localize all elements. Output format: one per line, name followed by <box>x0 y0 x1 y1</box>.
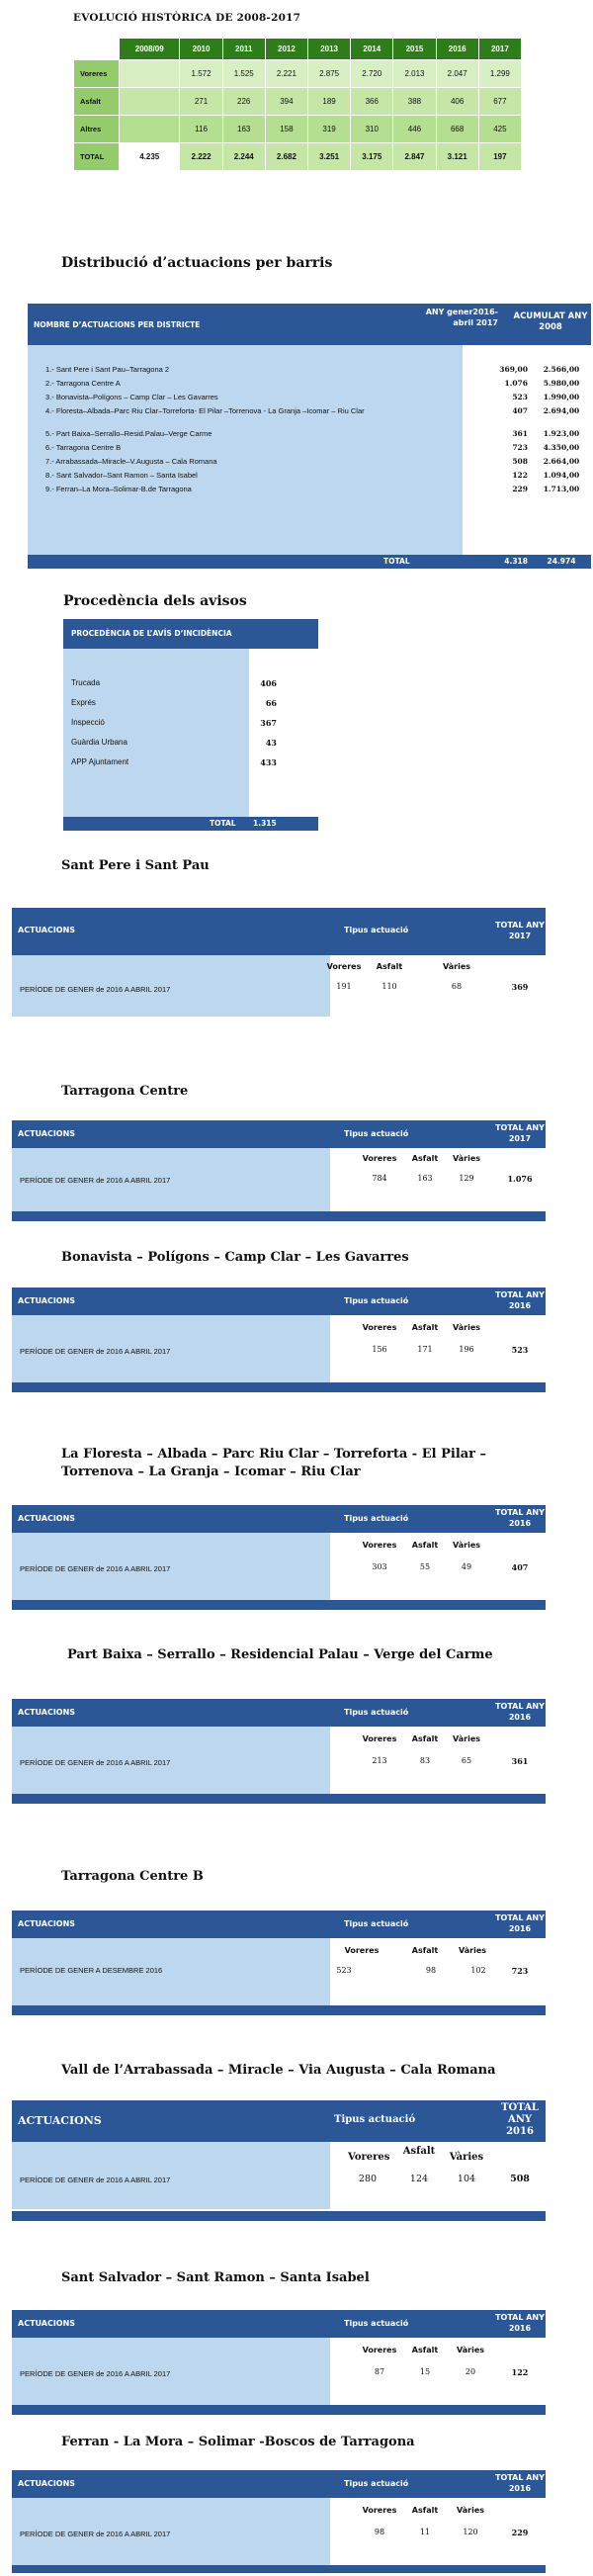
district-title: Ferran - La Mora – Solimar -Boscos de Tarragona <box>61 2435 415 2449</box>
year-header: 2013 <box>308 39 351 60</box>
district-name: 6.- Tarragona Centre B <box>45 443 122 452</box>
district-total-value: 229 <box>511 2528 529 2537</box>
district-card-header <box>12 2470 546 2498</box>
district-col-total: TOTAL ANY 2016 <box>501 2102 539 2137</box>
distribution-table <box>28 304 591 571</box>
distribution-total-label: TOTAL <box>383 557 410 566</box>
district-col-actions: ACTUACIONS <box>18 2319 76 2328</box>
district-type-label: Voreres <box>348 2152 390 2163</box>
warning-source-label: Inspecció <box>71 718 105 727</box>
warnings-heading: Procedència dels avisos <box>63 593 247 609</box>
district-accumulated-value: 4.350,00 <box>543 443 580 452</box>
district-period-value: 723 <box>512 443 528 452</box>
district-col-actions: ACTUACIONS <box>18 1514 76 1523</box>
district-period: PERÍODE DE GENER de 2016 A ABRIL 2017 <box>20 2369 171 2378</box>
district-col-type: Tipus actuació <box>344 1129 409 1138</box>
district-period: PERÍODE DE GENER de 2016 A ABRIL 2017 <box>20 2176 171 2184</box>
district-type-label: Asfalt <box>411 1323 439 1332</box>
district-name: 1.- Sant Pere i Sant Pau–Tarragona 2 <box>45 365 170 374</box>
district-type-value: 163 <box>417 1174 433 1183</box>
history-cell: 189 <box>308 88 351 116</box>
district-card-footer <box>12 2565 546 2573</box>
warning-source-label: APP Ajuntament <box>71 757 129 766</box>
district-card-footer <box>12 2405 546 2415</box>
history-cell: 226 <box>222 88 265 116</box>
district-period-value: 229 <box>512 485 528 493</box>
history-cell: 319 <box>308 116 351 143</box>
warning-source-value: 433 <box>260 757 277 767</box>
district-card-header <box>12 908 546 955</box>
warning-source-value: 66 <box>265 698 277 708</box>
district-col-type: Tipus actuació <box>344 2319 409 2328</box>
district-type-value: 784 <box>372 1174 387 1183</box>
district-type-value: 280 <box>358 2174 378 2184</box>
history-cell: 2.875 <box>308 60 351 88</box>
district-col-actions: ACTUACIONS <box>18 2114 102 2127</box>
district-card-header <box>12 2100 546 2142</box>
district-type-label: Vàries <box>452 1734 481 1743</box>
district-total-value: 122 <box>511 2367 529 2377</box>
district-card-header <box>12 2310 546 2338</box>
district-card-header <box>12 1505 546 1533</box>
district-period: PERÍODE DE GENER A DESEMBRE 2016 <box>20 1966 163 1975</box>
history-cell: 1.572 <box>180 60 222 88</box>
district-type-value: 196 <box>459 1345 474 1354</box>
district-title: Sant Salvador – Sant Ramon – Santa Isabel <box>61 2270 370 2285</box>
district-accumulated-value: 2.694,00 <box>543 406 580 415</box>
district-col-actions: ACTUACIONS <box>18 1708 76 1717</box>
history-cell: 446 <box>393 116 436 143</box>
distribution-total-row <box>28 555 591 569</box>
district-name: 8.- Sant Salvador–Sant Ramon – Santa Isabel <box>45 471 198 480</box>
district-type-label: Vàries <box>456 2506 485 2515</box>
district-period-value: 361 <box>512 429 528 438</box>
district-col-total: TOTAL ANY 2016 <box>495 1702 545 1722</box>
district-type-label: Asfalt <box>376 962 403 971</box>
district-total-value: 369 <box>511 982 529 992</box>
history-cell: 2.047 <box>436 60 478 88</box>
district-card-footer <box>12 2005 546 2015</box>
history-cell <box>120 88 180 116</box>
distribution-total-accumulated: 24.974 <box>547 557 576 566</box>
district-title: Tarragona Centre B <box>61 1869 204 1884</box>
history-cell <box>120 60 180 88</box>
district-col-type: Tipus actuació <box>344 1296 409 1305</box>
district-type-value: 303 <box>372 1562 387 1571</box>
year-header: 2016 <box>436 39 478 60</box>
history-cell: 310 <box>351 116 393 143</box>
warnings-total-row <box>63 817 318 831</box>
history-cell: 425 <box>478 116 521 143</box>
district-type-label: Voreres <box>362 2346 397 2354</box>
district-type-value: 15 <box>419 2367 431 2376</box>
history-cell: 2.222 <box>180 143 222 171</box>
warning-source-label: Trucada <box>71 678 101 687</box>
district-type-label: Asfalt <box>411 1946 439 1955</box>
district-type-label: Voreres <box>362 1541 397 1550</box>
district-period-value: 407 <box>512 406 528 415</box>
district-type-label: Vàries <box>449 2152 484 2163</box>
district-col-total: TOTAL ANY 2017 <box>495 1123 545 1143</box>
history-row <box>74 60 522 88</box>
distribution-col-district: NOMBRE D’ACTUACIONS PER DISTRICTE <box>34 320 201 329</box>
district-card-footer <box>12 1794 546 1804</box>
district-col-total: TOTAL ANY 2017 <box>495 921 545 940</box>
district-card-footer <box>12 2211 546 2221</box>
district-period: PERÍODE DE GENER de 2016 A ABRIL 2017 <box>20 1347 171 1356</box>
district-col-total: TOTAL ANY 2016 <box>495 1508 545 1528</box>
history-cell: 3.251 <box>308 143 351 171</box>
district-col-type: Tipus actuació <box>344 2479 409 2488</box>
history-cell: 2.720 <box>351 60 393 88</box>
district-period: PERÍODE DE GENER de 2016 A ABRIL 2017 <box>20 1758 171 1767</box>
history-cell: 158 <box>265 116 307 143</box>
history-row-label: Asfalt <box>74 88 120 116</box>
history-cell: 1.299 <box>478 60 521 88</box>
warnings-body <box>63 649 249 817</box>
year-header: 2014 <box>351 39 393 60</box>
history-cell: 2.013 <box>393 60 436 88</box>
district-col-type: Tipus actuació <box>344 1708 409 1717</box>
district-type-value: 110 <box>381 982 397 991</box>
year-header: 2015 <box>393 39 436 60</box>
history-cell: 197 <box>478 143 521 171</box>
district-type-label: Voreres <box>326 962 362 971</box>
district-col-actions: ACTUACIONS <box>18 926 76 934</box>
district-card <box>12 1910 546 2015</box>
district-col-total: TOTAL ANY 2016 <box>495 2313 545 2333</box>
district-card-footer <box>12 1211 546 1221</box>
district-card <box>12 2310 546 2415</box>
district-col-actions: ACTUACIONS <box>18 2479 76 2488</box>
district-accumulated-value: 1.713,00 <box>543 485 580 493</box>
district-type-value: 49 <box>461 1562 472 1571</box>
history-row <box>74 88 522 116</box>
history-total-row <box>74 143 522 171</box>
district-accumulated-value: 1.094,00 <box>543 471 580 480</box>
district-type-value: 120 <box>463 2528 478 2536</box>
district-card <box>12 2100 546 2221</box>
district-card-footer <box>12 1382 546 1392</box>
district-type-value: 20 <box>465 2367 476 2376</box>
district-type-label: Voreres <box>362 1734 397 1743</box>
history-cell: 2.244 <box>222 143 265 171</box>
district-total-value: 361 <box>511 1756 529 1766</box>
district-accumulated-value: 1.990,00 <box>543 393 580 401</box>
year-header: 2008/09 <box>120 39 180 60</box>
district-card-header <box>12 1699 546 1727</box>
district-period-value: 1.076 <box>504 379 528 388</box>
history-cell: 3.121 <box>436 143 478 171</box>
district-card <box>12 1288 546 1392</box>
district-type-label: Voreres <box>344 1946 380 1955</box>
district-accumulated-value: 5.980,00 <box>543 379 580 388</box>
year-header: 2011 <box>222 39 265 60</box>
district-name: 3.- Bonavista–Polígons – Camp Clar – Les Gavarres <box>45 393 218 401</box>
distribution-header <box>28 304 591 345</box>
district-type-label: Vàries <box>452 1323 481 1332</box>
district-period-value: 369,00 <box>499 365 528 374</box>
history-row-label: Altres <box>74 116 120 143</box>
warning-source-label: Exprés <box>71 698 96 707</box>
district-type-value: 83 <box>419 1756 431 1765</box>
district-name: 7.- Arrabassada–Miracle–V.Augusta – Cala Romana <box>45 457 217 466</box>
history-cell: 668 <box>436 116 478 143</box>
district-col-type: Tipus actuació <box>334 2114 416 2125</box>
district-type-label: Asfalt <box>411 2506 439 2515</box>
history-cell: 366 <box>351 88 393 116</box>
district-total-value: 508 <box>510 2174 530 2184</box>
history-title: EVOLUCIÓ HISTÒRICA DE 2008-2017 <box>73 12 301 24</box>
year-header: 2017 <box>478 39 521 60</box>
district-type-label: Vàries <box>452 1154 481 1163</box>
district-type-label: Asfalt <box>411 2346 439 2354</box>
district-period: PERÍODE DE GENER de 2016 A ABRIL 2017 <box>20 1176 171 1185</box>
history-cell: 677 <box>478 88 521 116</box>
district-type-label: Asfalt <box>411 1541 439 1550</box>
district-type-value: 213 <box>372 1756 387 1765</box>
district-card-header <box>12 1288 546 1315</box>
district-type-value: 191 <box>336 982 352 991</box>
district-card-footer <box>12 1600 546 1610</box>
district-type-value: 98 <box>425 1966 437 1975</box>
district-col-type: Tipus actuació <box>344 1514 409 1523</box>
district-type-label: Asfalt <box>402 2146 436 2157</box>
district-type-label: Asfalt <box>411 1154 439 1163</box>
district-col-total: TOTAL ANY 2016 <box>495 2473 545 2493</box>
history-cell: 3.175 <box>351 143 393 171</box>
warning-source-value: 406 <box>260 678 277 688</box>
district-period: PERÍODE DE GENER de 2016 A ABRIL 2017 <box>20 1564 171 1573</box>
district-name: 5.- Part Baixa–Serrallo–Resid.Palau–Verge Carme <box>45 429 212 438</box>
warnings-total-label: TOTAL <box>210 819 236 828</box>
year-header: 2010 <box>180 39 222 60</box>
district-type-value: 11 <box>419 2528 431 2536</box>
history-cell: 2.682 <box>265 143 307 171</box>
district-type-label: Vàries <box>456 2346 485 2354</box>
district-title: Tarragona Centre <box>61 1084 189 1099</box>
district-type-value: 98 <box>374 2528 385 2536</box>
district-title: La Floresta – Albada – Parc Riu Clar – Torreforta - El Pilar – Torrenova – La Granja – Icomar – Riu Clar <box>61 1447 487 1479</box>
district-card <box>12 1120 546 1221</box>
history-cell: 394 <box>265 88 307 116</box>
district-type-label: Voreres <box>362 1323 397 1332</box>
district-title: Bonavista – Polígons – Camp Clar – Les Gavarres <box>61 1250 409 1265</box>
district-period-value: 508 <box>512 457 528 466</box>
history-cell: 388 <box>393 88 436 116</box>
district-period-value: 523 <box>512 393 528 401</box>
district-col-total: TOTAL ANY 2016 <box>495 1290 545 1310</box>
history-cell: 116 <box>180 116 222 143</box>
district-type-value: 102 <box>470 1966 486 1975</box>
district-type-value: 129 <box>459 1174 474 1183</box>
history-row <box>74 116 522 143</box>
history-cell: 4.235 <box>120 143 180 171</box>
district-card <box>12 1505 546 1610</box>
district-period: PERÍODE DE GENER de 2016 A ABRIL 2017 <box>20 985 171 994</box>
district-type-label: Vàries <box>452 1541 481 1550</box>
district-total-value: 723 <box>511 1966 529 1976</box>
district-card-header <box>12 1120 546 1148</box>
warning-source-value: 43 <box>265 738 277 748</box>
district-type-value: 124 <box>409 2174 429 2184</box>
district-type-label: Voreres <box>362 2506 397 2515</box>
district-col-total: TOTAL ANY 2016 <box>495 1913 545 1933</box>
district-total-value: 407 <box>511 1562 529 1572</box>
district-type-value: 55 <box>419 1562 431 1571</box>
district-name: 4.- Floresta–Albada–Parc Riu Clar–Torreforta- El Pilar –Torrenova - La Granja –Icomar – Riu Clar <box>45 406 365 415</box>
history-row-label: Voreres <box>74 60 120 88</box>
history-cell: 163 <box>222 116 265 143</box>
district-type-value: 171 <box>417 1345 433 1354</box>
district-col-actions: ACTUACIONS <box>18 1296 76 1305</box>
history-header-row <box>74 39 522 60</box>
history-cell <box>120 116 180 143</box>
district-col-actions: ACTUACIONS <box>18 1129 76 1138</box>
district-card <box>12 1699 546 1804</box>
district-col-type: Tipus actuació <box>344 926 409 934</box>
district-accumulated-value: 1.923,00 <box>543 429 580 438</box>
district-type-value: 104 <box>457 2174 476 2184</box>
district-col-actions: ACTUACIONS <box>18 1919 76 1928</box>
district-type-label: Voreres <box>362 1154 397 1163</box>
warnings-total-value: 1.315 <box>253 819 277 828</box>
district-accumulated-value: 2.566,00 <box>543 365 580 374</box>
history-cell: 1.525 <box>222 60 265 88</box>
district-accumulated-value: 2.664,00 <box>543 457 580 466</box>
district-period: PERÍODE DE GENER de 2016 A ABRIL 2017 <box>20 2530 171 2538</box>
history-row-label: TOTAL <box>74 143 120 171</box>
district-type-label: Vàries <box>458 1946 487 1955</box>
district-card <box>12 2470 546 2573</box>
distribution-heading: Distribució d’actuacions per barris <box>61 255 333 271</box>
district-total-value: 523 <box>511 1345 529 1355</box>
history-cell: 406 <box>436 88 478 116</box>
warnings-table-title: PROCEDÈNCIA DE L’AVÍS D’INCIDÈNCIA <box>63 619 318 649</box>
warning-source-label: Guàrdia Urbana <box>71 738 127 747</box>
distribution-total-period: 4.318 <box>504 557 528 566</box>
district-period-value: 122 <box>512 471 528 480</box>
district-card <box>12 908 546 1017</box>
district-type-value: 68 <box>451 982 463 991</box>
district-type-value: 87 <box>374 2367 385 2376</box>
history-table <box>73 38 522 171</box>
district-title: Vall de l’Arrabassada – Miracle – Via Augusta – Cala Romana <box>61 2063 496 2078</box>
district-total-value: 1.076 <box>507 1174 533 1184</box>
district-type-value: 65 <box>461 1756 472 1765</box>
district-name: 9.- Ferran–La Mora–Solimar-B.de Tarragona <box>45 485 192 493</box>
history-cell: 2.221 <box>265 60 307 88</box>
district-type-label: Asfalt <box>411 1734 439 1743</box>
district-type-value: 523 <box>336 1966 352 1975</box>
district-type-label: Vàries <box>442 962 471 971</box>
year-header: 2012 <box>265 39 307 60</box>
history-cell: 2.847 <box>393 143 436 171</box>
district-title: Part Baixa – Serrallo – Residencial Palau – Verge del Carme <box>67 1647 493 1662</box>
district-card-header <box>12 1910 546 1938</box>
distribution-col-accumulated: ACUMULAT ANY 2008 <box>513 311 588 332</box>
history-cell: 271 <box>180 88 222 116</box>
district-name: 2.- Tarragona Centre A <box>45 379 121 388</box>
district-title: Sant Pere i Sant Pau <box>61 858 210 873</box>
district-col-type: Tipus actuació <box>344 1919 409 1928</box>
distribution-col-period: ANY gener2016-abril 2017 <box>425 308 498 327</box>
warning-source-value: 367 <box>260 718 277 728</box>
district-type-value: 156 <box>372 1345 387 1354</box>
